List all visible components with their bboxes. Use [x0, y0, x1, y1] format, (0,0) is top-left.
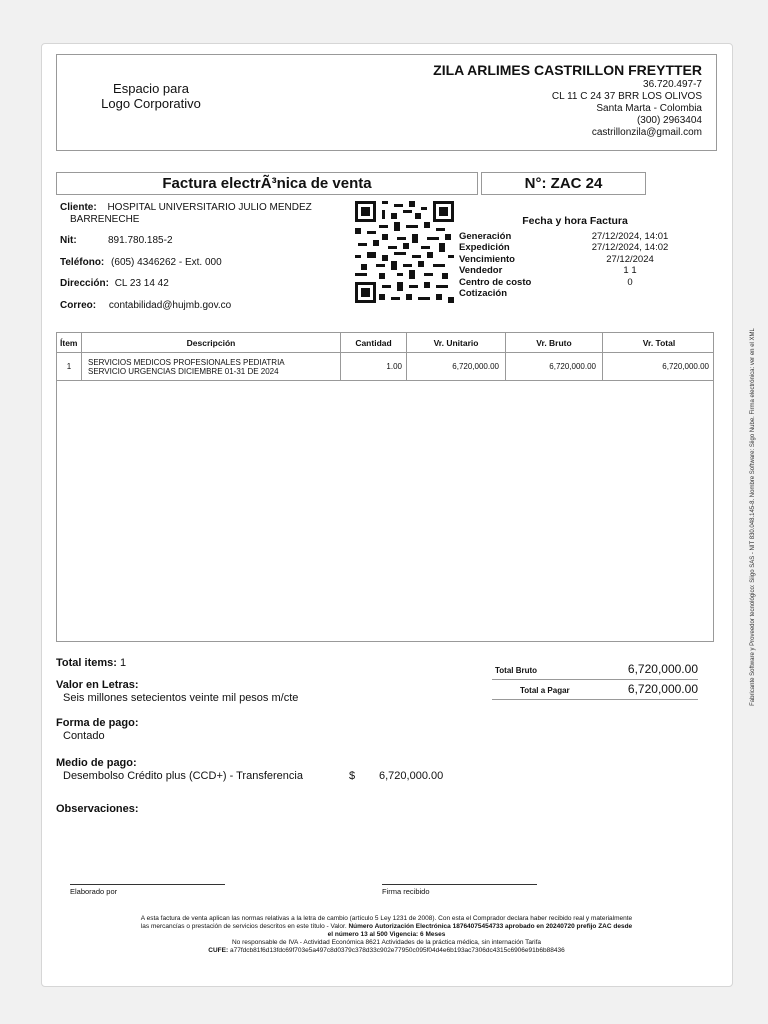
- valor-letras: [56, 679, 476, 705]
- nit-label: Nit:: [60, 235, 77, 246]
- vertical-note-text: Fabricante Software y Proveedor tecnológico: Siigo SAS - NIT 830.048.145-8. Nombre Software: Siigo Nube. Firma electrónica: ver en el XML: [750, 328, 756, 706]
- date-row-expedicion: [459, 242, 691, 254]
- date-label: Centro de costo: [459, 276, 532, 288]
- date-value: 27/12/2024, 14:01: [591, 230, 669, 242]
- dates-heading: Fecha y hora Factura: [522, 215, 628, 227]
- desc-line1: SERVICIOS MEDICOS PROFESIONALES PEDIATRIA: [88, 357, 285, 367]
- client-phone-row: [60, 257, 222, 269]
- total-pagar-value: 6,720,000.00: [627, 682, 698, 696]
- date-value: 27/12/2024: [606, 253, 654, 265]
- header-descripcion: Descripción: [82, 333, 341, 352]
- footer-line2b: Número Autorización Electrónica 18764075454733 aprobado en 20240720 prefijo ZAC desde: [348, 923, 633, 930]
- totals-right: [492, 660, 698, 700]
- forma-pago-label: Forma de pago:: [56, 717, 139, 729]
- header-cantidad: Cantidad: [341, 333, 407, 352]
- correo-label: Correo:: [60, 300, 97, 311]
- header-item: Ítem: [57, 333, 82, 352]
- forma-pago-value: Contado: [63, 730, 105, 742]
- cell-cantidad: 1.00: [341, 353, 407, 380]
- date-row-vendedor: [459, 265, 691, 277]
- client-address-row: [60, 278, 169, 290]
- client-nit: 891.780.185-2: [108, 235, 173, 246]
- header-unitario: Vr. Unitario: [407, 333, 506, 352]
- client-label: Cliente:: [60, 202, 97, 213]
- header-total: Vr. Total: [642, 337, 676, 348]
- cell-total: 6,720,000.00: [662, 362, 709, 371]
- cufe-label: CUFE:: [208, 947, 229, 954]
- items-table: [56, 332, 714, 642]
- client-nit-row: [60, 235, 173, 247]
- medio-pago: [56, 757, 476, 783]
- footer-line2: [56, 923, 717, 931]
- date-label: Vencimiento: [459, 253, 515, 265]
- totals-left: [56, 657, 476, 816]
- total-bruto-value: 6,720,000.00: [627, 662, 698, 676]
- medio-pago-label: Medio de pago:: [56, 757, 137, 769]
- observaciones: [56, 803, 476, 816]
- date-label: Expedición: [459, 242, 510, 253]
- direccion-label: Dirección:: [60, 278, 109, 289]
- company-city: Santa Marta - Colombia: [596, 103, 702, 114]
- elaborado-label: Elaborado por: [70, 887, 118, 896]
- signature-recibido: [382, 884, 537, 896]
- logo-placeholder: [81, 81, 221, 111]
- date-label: Cotización: [459, 288, 508, 299]
- signature-elaborado: [70, 884, 225, 896]
- client-name: HOSPITAL UNIVERSITARIO JULIO MENDEZ: [107, 202, 312, 213]
- logo-placeholder-line2: Logo Corporativo: [101, 96, 201, 111]
- footer-line4: No responsable de IVA - Actividad Económica 8621 Actividades de la práctica médica, sin internación Tarifa: [231, 939, 542, 946]
- company-info: [433, 62, 702, 139]
- client-email-row: [60, 300, 231, 312]
- invoice-page: [41, 43, 756, 987]
- footer-line3: el número 13 al 500 Vigencia: 6 Meses: [327, 931, 446, 938]
- table-header: [57, 333, 713, 353]
- cufe-value: a77fdcb81f6d13fdc69f703e5a497c8d0379c378d33c902e77950c095f04d4e6b193ac7306dc4315c6906e91b6b88436: [229, 947, 565, 954]
- total-items: [56, 657, 476, 670]
- cell-item: 1: [57, 353, 82, 380]
- date-label: Vendedor: [459, 265, 503, 276]
- footer-line2a: las mercancías o prestación de servicios descritos en este título - Valor.: [140, 923, 347, 930]
- client-name-line2: BARRENECHE: [70, 214, 140, 225]
- cell-descripcion: [82, 353, 341, 380]
- invoice-number: N°: ZAC 24: [481, 172, 646, 195]
- cell-bruto: 6,720,000.00: [506, 353, 603, 380]
- observaciones-label: Observaciones:: [56, 803, 139, 815]
- date-row-vencimiento: [459, 254, 691, 266]
- date-value: 0: [627, 276, 633, 288]
- logo-placeholder-line1: Espacio para: [113, 81, 189, 96]
- client-phone: (605) 4346262 - Ext. 000: [111, 257, 222, 268]
- date-row-generacion: [459, 231, 691, 243]
- total-bruto-label: Total Bruto: [495, 666, 538, 675]
- date-value: 27/12/2024, 14:02: [591, 242, 669, 253]
- table-row: [57, 353, 713, 381]
- company-nit: 36.720.497-7: [643, 79, 702, 90]
- company-name: ZILA ARLIMES CASTRILLON FREYTTER: [433, 62, 702, 78]
- date-label: Generación: [459, 230, 512, 242]
- vertical-software-note: [748, 297, 758, 737]
- total-pagar-row: [492, 680, 698, 700]
- date-value: 1 1: [623, 265, 637, 276]
- valor-letras-label: Valor en Letras:: [56, 679, 139, 691]
- medio-pago-amount: 6,720,000.00: [379, 770, 444, 782]
- desc-line2: SERVICIO URGENCIAS DICIEMBRE 01-31 DE 2024: [88, 366, 279, 376]
- header-bruto: Vr. Bruto: [506, 333, 603, 352]
- company-email: castrillonzila@gmail.com: [591, 127, 702, 138]
- client-email: contabilidad@hujmb.gov.co: [108, 300, 232, 311]
- total-items-label: Total items:: [56, 657, 117, 669]
- total-items-value: 1: [119, 657, 127, 669]
- signature-line: [382, 884, 537, 885]
- signature-line: [70, 884, 225, 885]
- company-phone: (300) 2963404: [636, 115, 702, 126]
- date-value: [569, 288, 691, 300]
- valor-letras-value: Seis millones setecientos veinte mil pesos m/cte: [63, 692, 299, 704]
- date-row-cotizacion: [459, 288, 691, 300]
- medio-pago-value: Desembolso Crédito plus (CCD+) - Transferencia: [63, 770, 303, 782]
- invoice-title: Factura electrÃ³nica de venta: [56, 172, 478, 195]
- invoice-header: [56, 54, 717, 151]
- firma-label: Firma recibido: [382, 887, 430, 896]
- total-pagar-label: Total a Pagar: [520, 686, 570, 695]
- date-row-centro-costo: [459, 277, 691, 289]
- legal-footer: [56, 915, 717, 955]
- medio-pago-currency: $: [349, 770, 356, 782]
- forma-pago: [56, 717, 476, 743]
- qr-code-icon: [355, 201, 454, 303]
- company-address: CL 11 C 24 37 BRR LOS OLIVOS: [551, 91, 702, 102]
- client-name-row: [60, 202, 312, 214]
- footer-line1: A esta factura de venta aplican las normas relativas a la letra de cambio (artículo 5 Ley 1231 de 2008). Con esta el Comprador declara haber recibido real y materialmente: [140, 915, 633, 922]
- invoice-dates: [459, 216, 691, 300]
- client-address: CL 23 14 42: [114, 278, 169, 289]
- footer-cufe: [56, 947, 717, 955]
- total-bruto-row: [492, 660, 698, 680]
- medio-pago-row: [56, 770, 476, 783]
- telefono-label: Teléfono:: [60, 257, 105, 268]
- cell-unitario: 6,720,000.00: [407, 353, 506, 380]
